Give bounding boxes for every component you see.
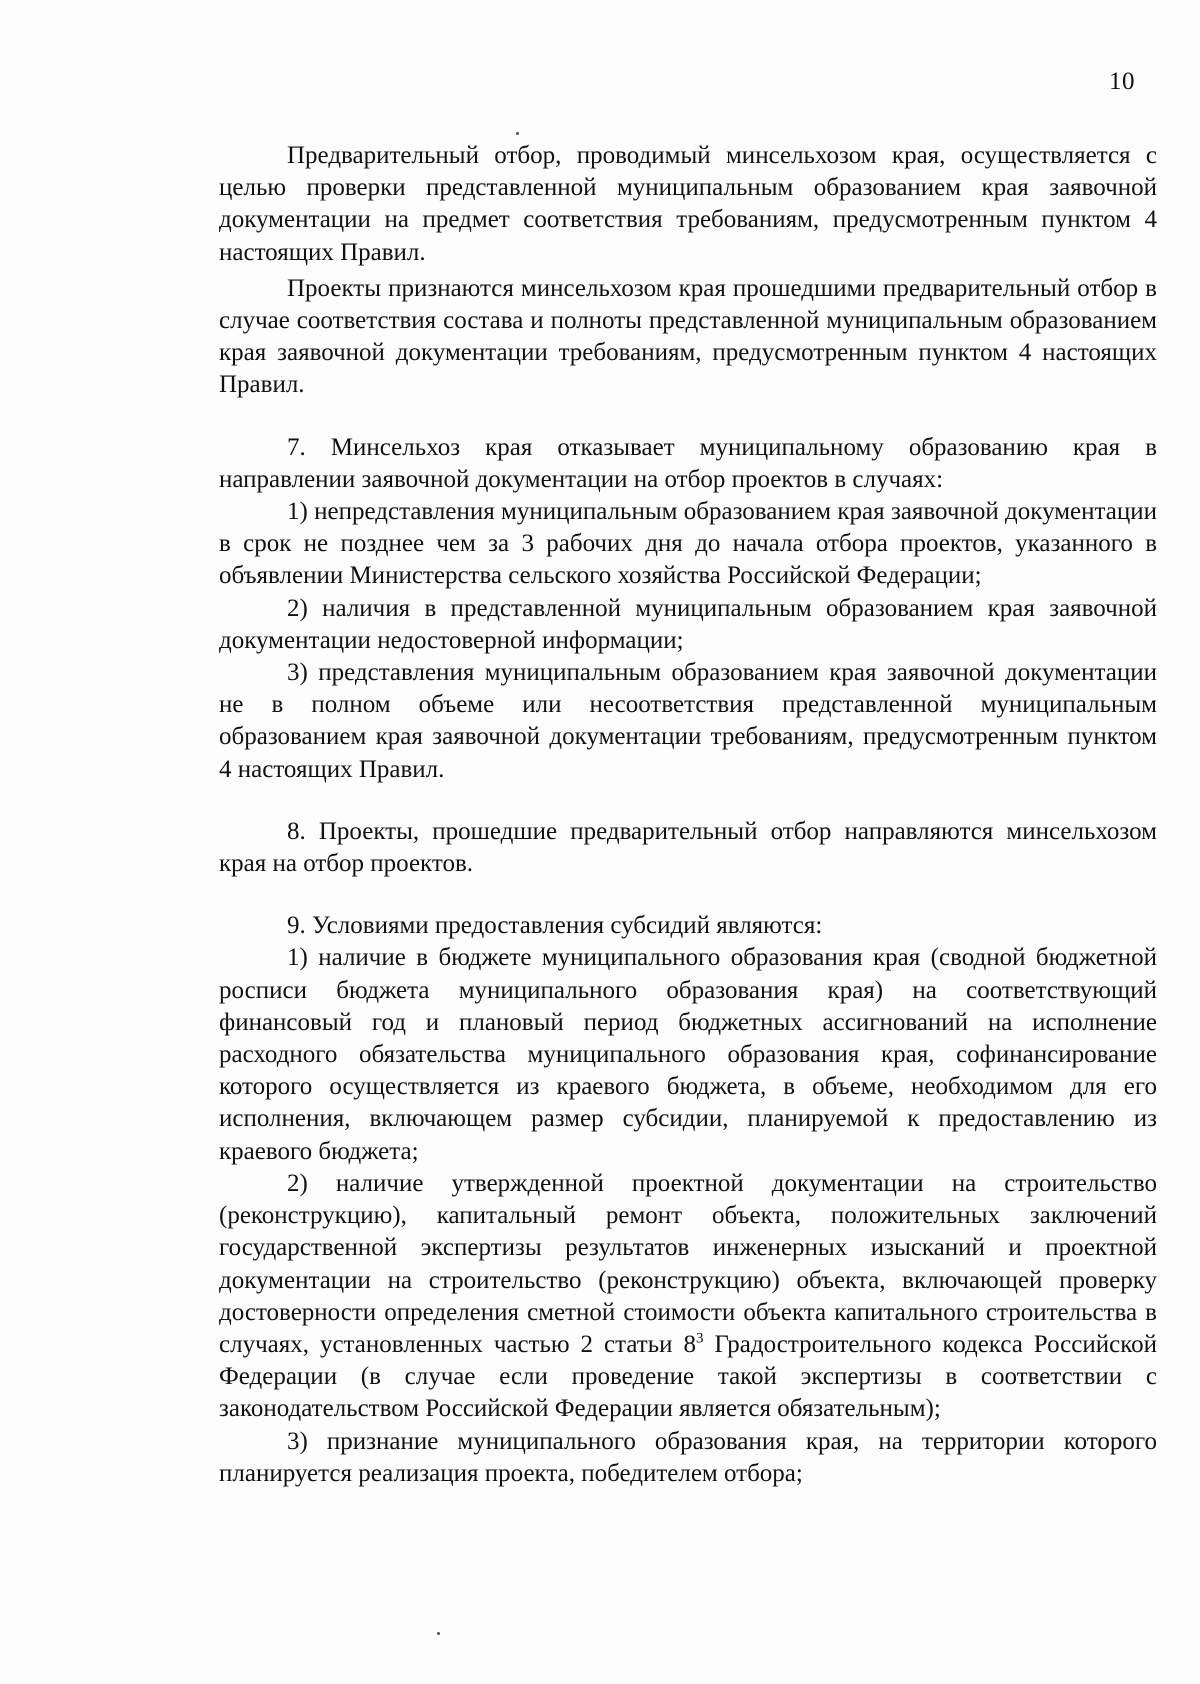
paragraph-item-9-2 (219, 1168, 1157, 1426)
item-9-2-text-after: Градостроительного кодекса Российской Федерации (в случае если проведение такой экспертизы в соответствии с законодательством Российской Федерации является обязательным); (219, 1330, 1157, 1423)
paragraph-item-9-1: 1) наличие в бюджете муниципального образования края (сводной бюджетной росписи бюджета муниципального образования края) на соответствующий финансовый год и плановый период бюджетных ассигнований на исполнение расходного обязательства муниципального образования края, софинансирование которого осуществляется из краевого бюджета, в объеме, необходимом для его исполнения, включающем размер субсидии, планируемой к предоставлению из краевого бюджета; (219, 944, 1157, 1165)
paragraph-item-7-1: 1) непредставления муниципальным образованием края заявочной документации в срок не позднее чем за 3 рабочих дня до начала отбора проектов, указанного в объявлении Министерства сельского хозяйства Российской Федерации; (219, 498, 1157, 590)
paragraph-item-7: 7. Минсельхоз края отказывает муниципальному образованию края в направлении заявочной документации на отбор проектов в случаях: (219, 433, 1157, 493)
paragraph-preliminary-selection: Предварительный отбор, проводимый минсельхозом края, осуществляется с целью проверки представленной муниципальным образованием края заявочной документации на предмет соответствия требованиям, предусмотренным пунктом 4 настоящих Правил. (219, 142, 1157, 266)
paragraph-item-9: 9. Условиями предоставления субсидий являются: (287, 912, 823, 940)
paragraph-item-9-3: 3) признание муниципального образования края, на территории которого планируется реализация проекта, победителем отбора; (219, 1427, 1157, 1487)
scan-speck (437, 1632, 440, 1635)
paragraph-item-7-3: 3) представления муниципальным образованием края заявочной документации не в полном объеме или несоответствия представленной муниципальным образованием края заявочной документации требованиям, предусмотренным пунктом 4 настоящих Правил. (219, 659, 1157, 783)
document-body (219, 140, 1157, 1490)
paragraph-item-8: 8. Проекты, прошедшие предварительный отбор направляются минсельхозом края на отбор проектов. (219, 817, 1157, 878)
page-number: 10 (1109, 68, 1135, 95)
paragraph-item-7-2: 2) наличия в представленной муниципальным образованием края заявочной документации недостоверной информации; (219, 594, 1157, 654)
article-superscript: 3 (695, 1330, 704, 1347)
paragraph-projects-recognized: Проекты признаются минсельхозом края прошедшими предварительный отбор в случае соответствия состава и полноты представленной муниципальным образованием края заявочной документации требованиям, предусмотренным пунктом 4 настоящих Правил. (219, 274, 1157, 399)
scan-speck (516, 132, 519, 135)
item-9-2-text-before: 2) наличие утвержденной проектной документации на строительство (реконструкцию), капитальный ремонт объекта, положительных заключений государственной экспертизы результатов инженерных изысканий и проектной документации на строительство (реконструкцию) объекта, включающей проверку достоверности определения сметной стоимости объекта капитального строительства в случаях, установленных частью 2 статьи 8 (219, 1169, 1157, 1358)
